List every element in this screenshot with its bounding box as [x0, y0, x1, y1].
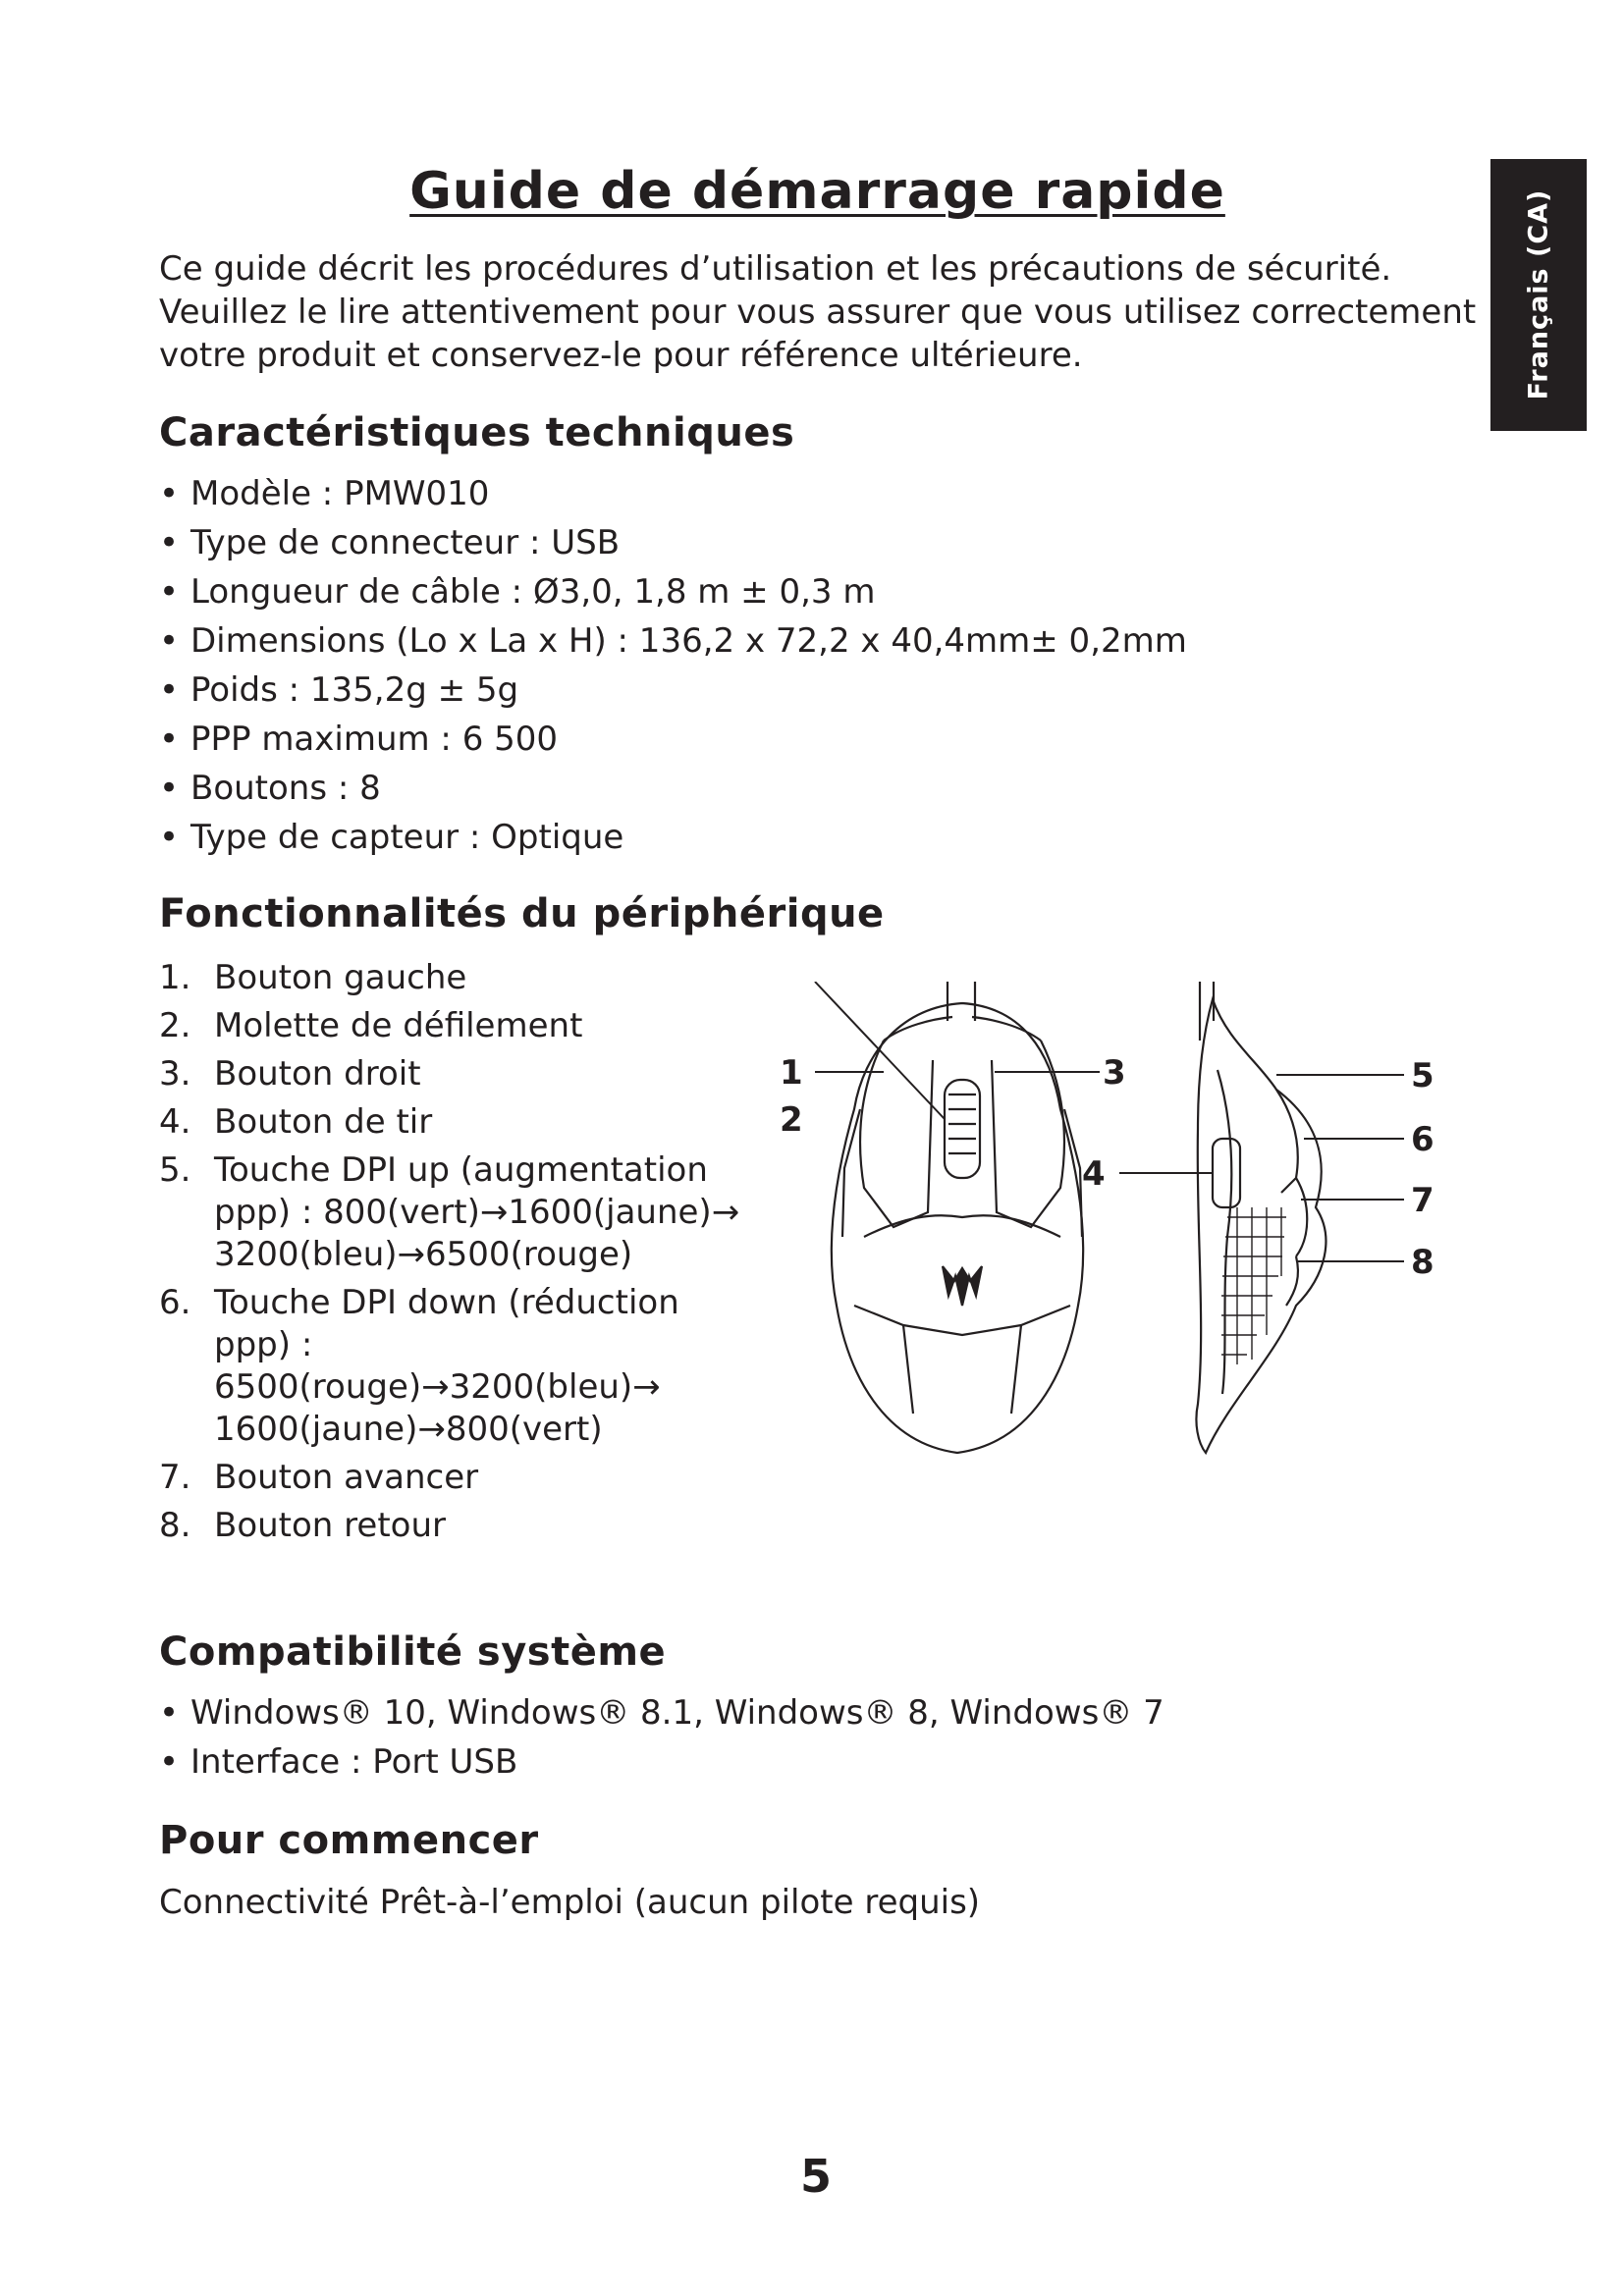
page-title: Guide de démarrage rapide: [409, 162, 1225, 221]
feature-item: [159, 957, 748, 999]
feature-text: Touche DPI down (réduction ppp) : 6500(rouge)→3200(bleu)→ 1600(jaune)→800(vert): [214, 1283, 679, 1449]
compat-list: [159, 1688, 1164, 1787]
spec-item-dimensions: • Dimensions (Lo x La x H) : 136,2 x 72,2 x 40,4mm± 0,2mm: [159, 616, 1187, 666]
spec-item-buttons: • Boutons : 8: [159, 764, 1187, 813]
callout-3: 3: [1103, 1053, 1126, 1093]
feature-text: Molette de défilement: [214, 1006, 583, 1045]
feature-item: [159, 1282, 748, 1451]
feature-number: 4.: [159, 1102, 191, 1142]
features-list: [159, 957, 748, 1553]
spec-item-connector: • Type de connecteur : USB: [159, 518, 1187, 567]
feature-number: 7.: [159, 1458, 191, 1497]
feature-item: [159, 1053, 748, 1095]
feature-number: 2.: [159, 1006, 191, 1045]
feature-number: 5.: [159, 1150, 191, 1190]
feature-number: 1.: [159, 958, 191, 997]
callout-4: 4: [1082, 1154, 1106, 1194]
callout-1: 1: [780, 1053, 803, 1093]
intro-paragraph: Ce guide décrit les procédures d’utilisation et les précautions de sécurité. Veuillez le lire attentivement pour vous assurer que vous utilisez correctement votre produit et conservez-le pour référence ultérieure.: [159, 249, 1477, 375]
feature-number: 8.: [159, 1506, 191, 1545]
start-text: Connectivité Prêt-à-l’emploi (aucun pilote requis): [159, 1883, 981, 1922]
feature-number: 6.: [159, 1283, 191, 1322]
callout-7: 7: [1411, 1181, 1435, 1220]
specs-heading: Caractéristiques techniques: [159, 410, 795, 455]
feature-item: [159, 1505, 748, 1547]
mouse-top-view-icon: [832, 982, 1083, 1453]
start-heading: Pour commencer: [159, 1818, 539, 1863]
feature-item: [159, 1457, 748, 1499]
feature-text: Bouton de tir: [214, 1102, 433, 1142]
callout-8: 8: [1411, 1243, 1435, 1282]
feature-text: Bouton avancer: [214, 1458, 479, 1497]
callout-6: 6: [1411, 1120, 1435, 1159]
specs-list: [159, 469, 1187, 862]
feature-text: Touche DPI up (augmentation ppp) : 800(vert)→1600(jaune)→ 3200(bleu)→6500(rouge): [214, 1150, 740, 1274]
spec-item-sensor: • Type de capteur : Optique: [159, 813, 1187, 862]
mouse-side-view-icon: [1196, 982, 1326, 1453]
feature-number: 3.: [159, 1054, 191, 1094]
feature-text: Bouton retour: [214, 1506, 446, 1545]
predator-logo-icon: [943, 1266, 982, 1306]
spec-item-model: • Modèle : PMW010: [159, 469, 1187, 518]
callout-5: 5: [1411, 1056, 1435, 1095]
feature-text: Bouton gauche: [214, 958, 467, 997]
feature-text: Bouton droit: [214, 1054, 421, 1094]
compat-heading: Compatibilité système: [159, 1629, 667, 1675]
spec-item-max-dpi: • PPP maximum : 6 500: [159, 715, 1187, 764]
feature-item: [159, 1101, 748, 1144]
spec-item-cable-length: • Longueur de câble : Ø3,0, 1,8 m ± 0,3 m: [159, 567, 1187, 616]
compat-item-interface: • Interface : Port USB: [159, 1737, 1164, 1787]
language-tab-label: Français (CA): [1523, 188, 1554, 400]
features-heading: Fonctionnalités du périphérique: [159, 891, 885, 936]
feature-item: [159, 1149, 748, 1276]
spec-item-weight: • Poids : 135,2g ± 5g: [159, 666, 1187, 715]
feature-item: [159, 1005, 748, 1047]
callout-2: 2: [780, 1100, 803, 1140]
page-number: 5: [799, 2150, 832, 2203]
mouse-diagram: [766, 982, 1453, 1492]
compat-item-os: • Windows® 10, Windows® 8.1, Windows® 8, Windows® 7: [159, 1688, 1164, 1737]
